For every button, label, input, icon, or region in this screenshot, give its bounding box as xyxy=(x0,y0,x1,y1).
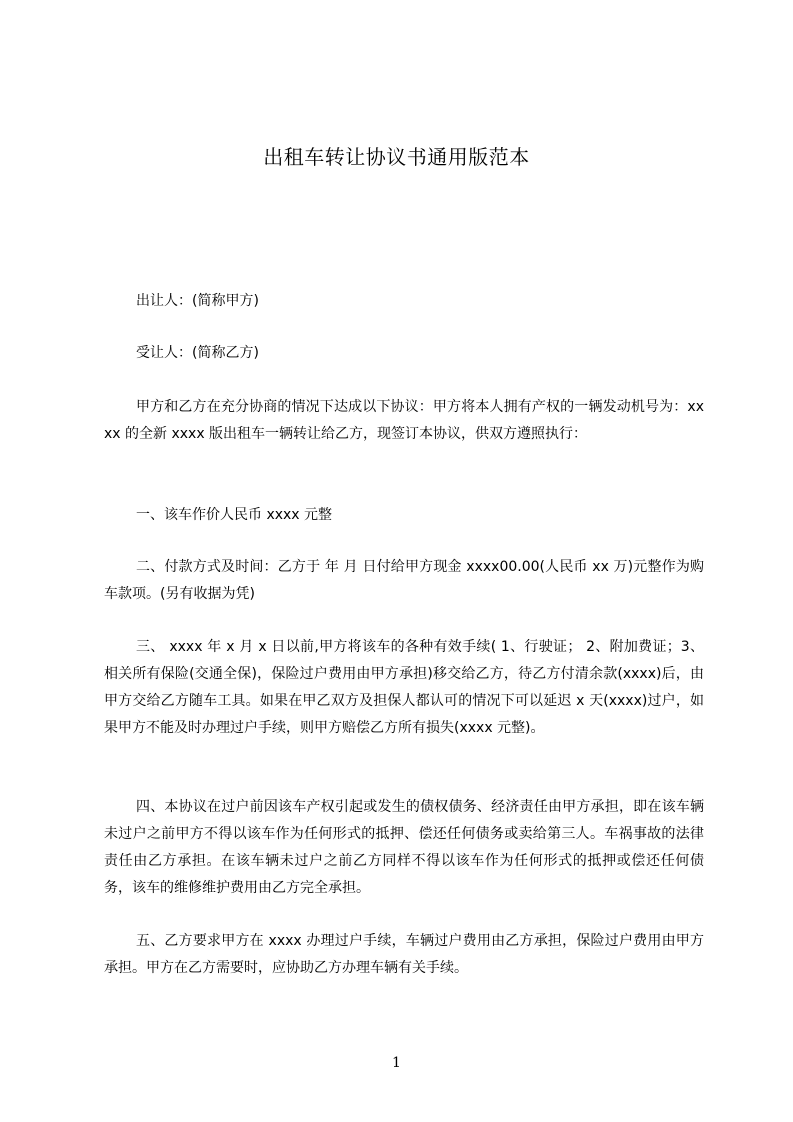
transferor-line: 出让人：(简称甲方) xyxy=(136,293,259,309)
intro-paragraph: 甲方和乙方在充分协商的情况下达成以下协议：甲方将本人拥有产权的一辆发动机号为：xxxx 的全新 xxxx 版出租车一辆转让给乙方，现签订本协议，供双方遵照执行： xyxy=(104,399,704,442)
clause-1: 一、该车作价人民币 xxxx 元整 xyxy=(136,507,333,523)
page-number: 1 xyxy=(392,1055,401,1071)
clause-3: 三、 xxxx 年 x 月 x 日以前,甲方将该车的各种有效手续( 1、行驶证； 2、附加费证；3、相关所有保险(交通全保)，保险过户费用由甲方承担)移交给乙方，待乙方付清余款(xxxx)后，由甲方交给乙方随车工具。如果在甲乙双方及担保人都认可的情况下可以延迟 x 天(xxxx)过户，如果甲方不能及时办理过户手续，则甲方赔偿乙方所有损失(xxxx 元整)。 xyxy=(104,639,704,736)
clause-2: 二、付款方式及时间：乙方于 年 月 日付给甲方现金 xxxx00.00(人民币 xx 万)元整作为购车款项。(另有收据为凭) xyxy=(104,559,704,602)
document-title: 出租车转让协议书通用版范本 xyxy=(263,145,530,169)
clause-5: 五、乙方要求甲方在 xxxx 办理过户手续，车辆过户费用由乙方承担，保险过户费用由甲方承担。甲方在乙方需要时，应协助乙方办理车辆有关手续。 xyxy=(104,933,704,976)
transferee-line: 受让人：(简称乙方) xyxy=(136,345,259,361)
clause-4: 四、本协议在过户前因该车产权引起或发生的债权债务、经济责任由甲方承担，即在该车辆未过户之前甲方不得以该车作为任何形式的抵押、偿还任何债务或卖给第三人。车祸事故的法律责任由乙方承担。在该车辆未过户之前乙方同样不得以该车作为任何形式的抵押或偿还任何债务，该车的维修维护费用由乙方完全承担。 xyxy=(104,799,704,896)
